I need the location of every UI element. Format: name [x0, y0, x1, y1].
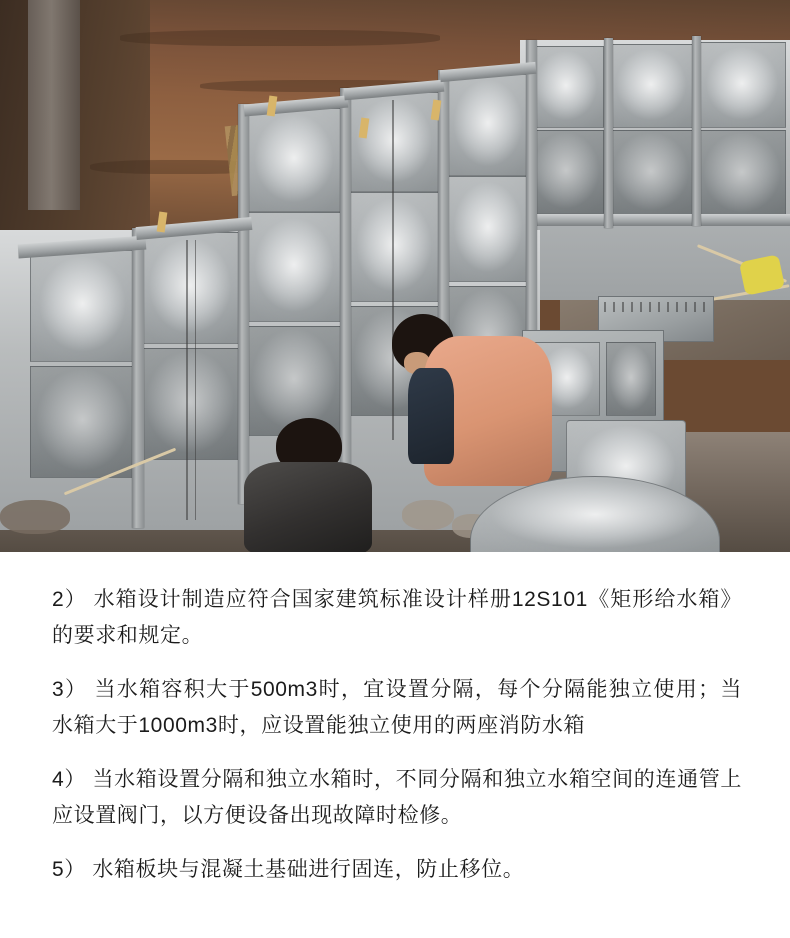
concrete-column: [28, 0, 80, 210]
tank-top-rail: [520, 214, 790, 226]
tank-panel: [528, 46, 604, 128]
tank-panel: [698, 42, 786, 128]
paragraph-5: 5） 水箱板块与混凝土基础进行固连，防止移位。: [52, 858, 525, 881]
worker-body: [244, 462, 372, 552]
perforated-rail: [186, 240, 196, 520]
tank-strut: [604, 38, 613, 228]
tank-panel: [606, 342, 656, 416]
paragraph-4: 4） 当水箱设置分隔和独立水箱时，不同分隔和独立水箱空间的连通管上应设置阀门，以方便设备出现故障时检修。: [52, 768, 742, 827]
perforated-rail: [392, 100, 400, 440]
tank-panel: [608, 44, 694, 128]
perforated-rail: [604, 302, 708, 312]
tank-strut: [692, 36, 701, 226]
document-text-block: [0, 552, 790, 888]
tank-panel: [246, 212, 342, 322]
tank-strut: [132, 228, 144, 528]
rubble: [402, 500, 454, 530]
tank-panel: [30, 366, 135, 478]
tank-strut: [238, 104, 249, 504]
tank-panel: [446, 176, 530, 282]
tank-panel: [246, 326, 342, 436]
worker-arm: [408, 368, 454, 464]
tank-panel: [608, 130, 694, 216]
paragraph-2: 2） 水箱设计制造应符合国家建筑标准设计样册12S101《矩形给水箱》的要求和规定。: [52, 588, 742, 647]
tank-panel: [446, 74, 530, 176]
rubble: [0, 500, 70, 534]
paragraph-3: 3） 当水箱容积大于500m3时，宜设置分隔，每个分隔能独立使用；当水箱大于1000m3时，应设置能独立使用的两座消防水箱: [52, 678, 742, 737]
tank-strut: [340, 88, 351, 468]
tank-panel: [698, 130, 786, 218]
tank-panel: [528, 130, 604, 214]
tank-panel: [246, 108, 342, 212]
earth-streak: [120, 30, 440, 46]
tank-panel: [30, 250, 135, 362]
